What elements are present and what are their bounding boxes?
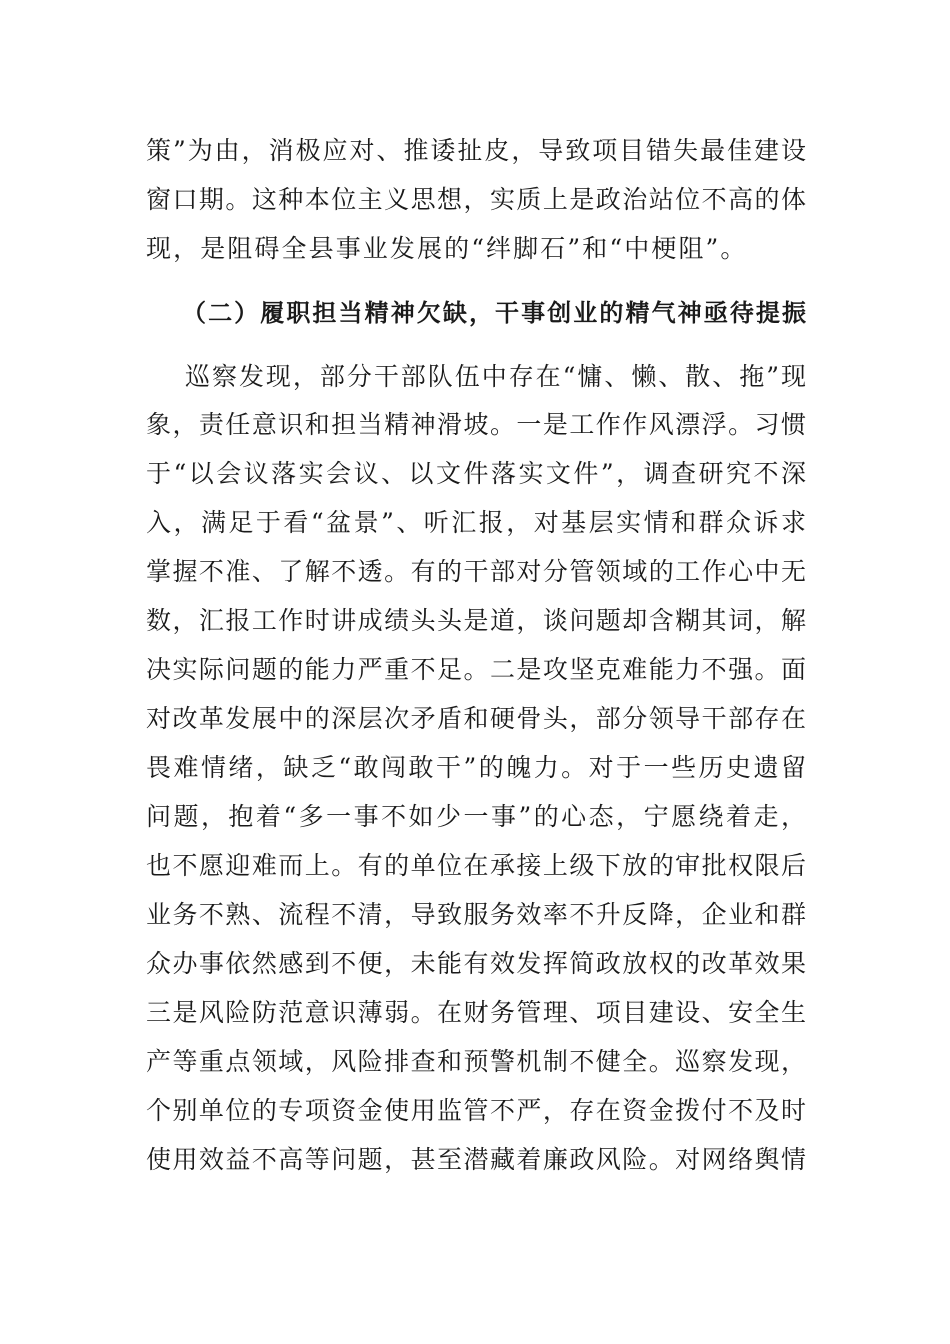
text-line: 巡察发现，部分干部队伍中存在“慵、懒、散、拖”现 xyxy=(185,362,806,391)
text-line: 入，满足于看“盆景”、听汇报，对基层实情和群众诉求 xyxy=(146,508,806,537)
section-heading: （二）履职担当精神欠缺，干事创业的精气神亟待提振 xyxy=(182,299,806,327)
text-line: 个别单位的专项资金使用监管不严，存在资金拨付不及时 xyxy=(146,1096,806,1125)
text-line: 畏难情绪，缺乏“敢闯敢干”的魄力。对于一些历史遗留 xyxy=(146,753,806,782)
text-line: 也不愿迎难而上。有的单位在承接上级下放的审批权限后 xyxy=(146,851,806,880)
text-line: 掌握不准、了解不透。有的干部对分管领域的工作心中无 xyxy=(146,557,806,586)
text-line: 使用效益不高等问题，甚至潜藏着廉政风险。对网络舆情 xyxy=(146,1145,806,1174)
text-line: 对改革发展中的深层次矛盾和硬骨头，部分领导干部存在 xyxy=(146,704,806,733)
text-line: 于“以会议落实会议、以文件落实文件”，调查研究不深 xyxy=(146,459,806,488)
text-line: 三是风险防范意识薄弱。在财务管理、项目建设、安全生 xyxy=(146,998,806,1027)
text-line: 问题，抱着“多一事不如少一事”的心态，宁愿绕着走， xyxy=(146,802,806,831)
text-line: 象，责任意识和担当精神滑坡。一是工作作风漂浮。习惯 xyxy=(146,410,806,439)
text-line: 众办事依然感到不便，未能有效发挥简政放权的改革效果 xyxy=(146,949,806,978)
text-line: 数，汇报工作时讲成绩头头是道，谈问题却含糊其词，解 xyxy=(146,606,806,635)
text-line: 产等重点领域，风险排查和预警机制不健全。巡察发现， xyxy=(146,1047,806,1076)
text-line: 决实际问题的能力严重不足。二是攻坚克难能力不强。面 xyxy=(146,655,806,684)
text-line: 现，是阻碍全县事业发展的“绊脚石”和“中梗阻”。 xyxy=(146,234,748,263)
text-line: 窗口期。这种本位主义思想，实质上是政治站位不高的体 xyxy=(146,185,806,214)
text-line: 策”为由，消极应对、推诿扯皮，导致项目错失最佳建设 xyxy=(146,136,806,165)
text-line: 业务不熟、流程不清，导致服务效率不升反降，企业和群 xyxy=(146,900,806,929)
